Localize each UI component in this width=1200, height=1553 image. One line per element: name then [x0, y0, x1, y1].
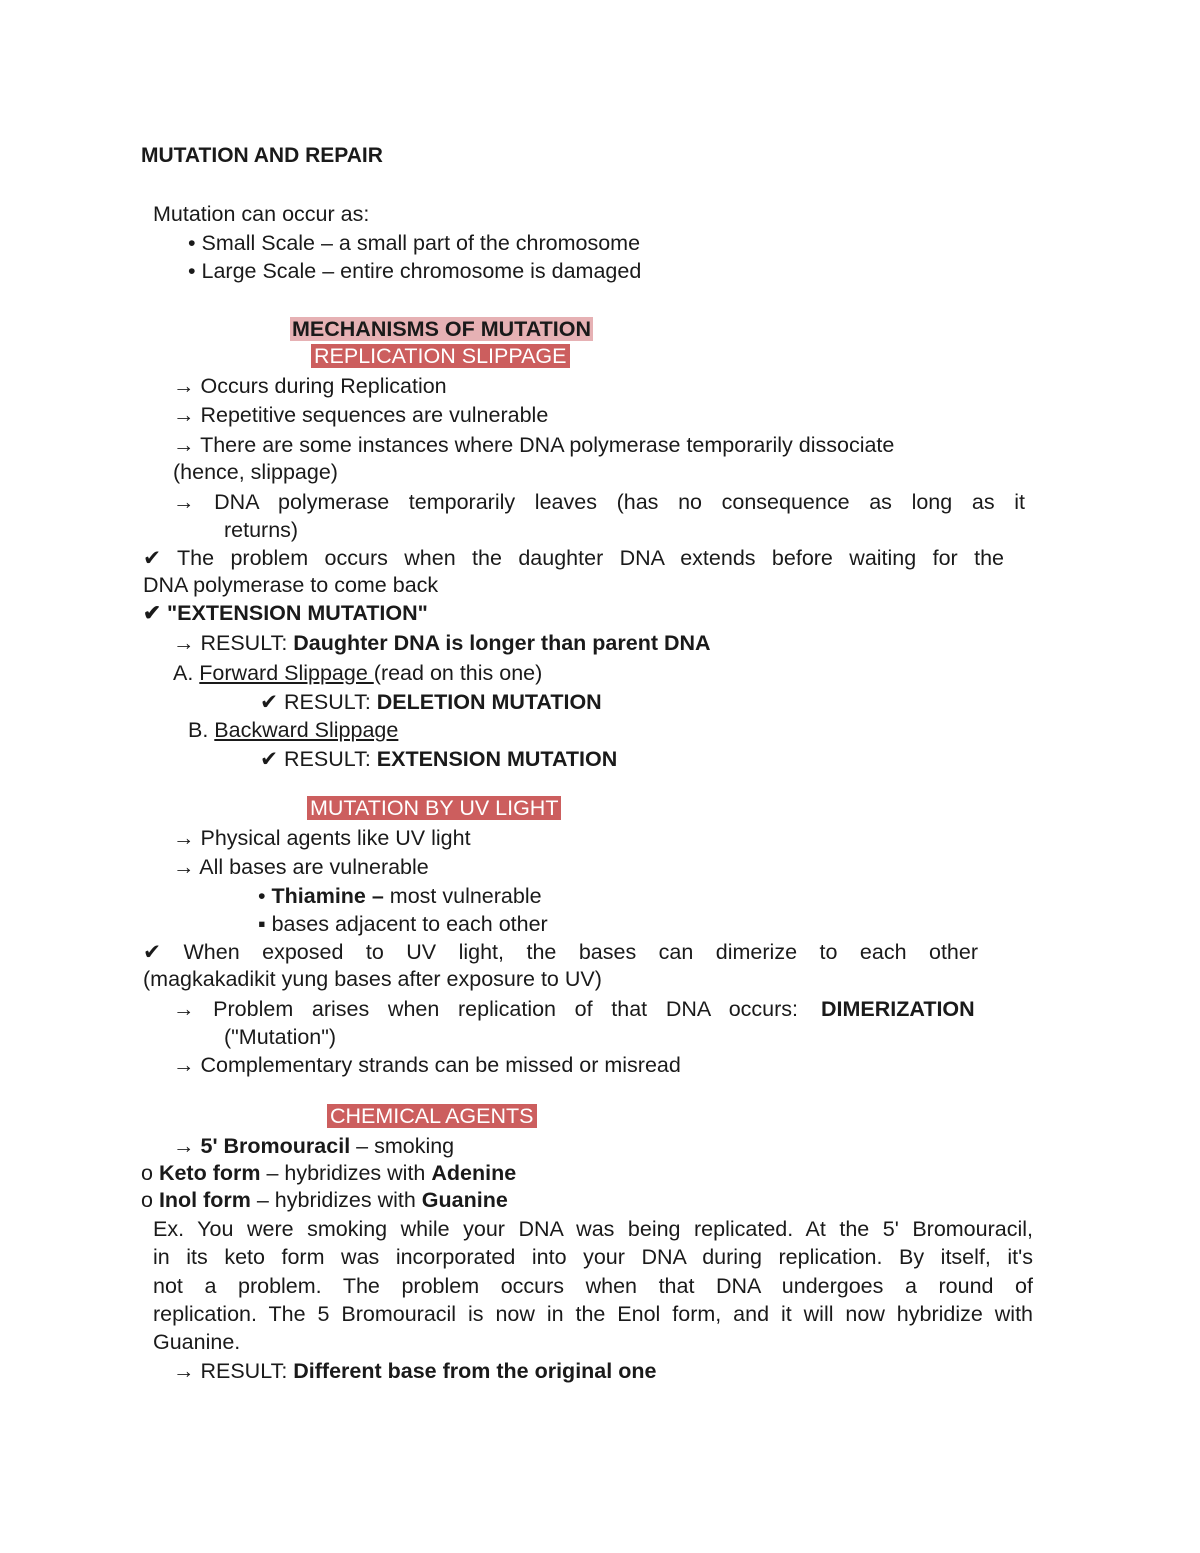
section-heading [327, 1102, 537, 1130]
sub-bullet: ▪ bases adjacent to each other [258, 912, 548, 936]
result-prefix: ✔ RESULT: [260, 747, 377, 771]
result-value: Daughter DNA is longer than parent DNA [293, 631, 711, 655]
dimerization-label: DIMERIZATION [821, 997, 975, 1021]
section-heading [290, 315, 593, 343]
backward-slippage-label: Backward Slippage [214, 718, 399, 742]
replication-heading: REPLICATION SLIPPAGE [311, 344, 570, 368]
check-item: ✔ When exposed to UV light, the bases can dimerize to each other [143, 940, 978, 964]
result-prefix: → RESULT: [173, 631, 294, 655]
subsection-b-prefix: B. [188, 718, 215, 742]
arrow-item: → Occurs during Replication [173, 374, 447, 398]
section-heading [307, 794, 561, 822]
sub-bullet-text: most vulnerable [383, 884, 542, 908]
bullet-mark: • [258, 884, 272, 908]
check-item-cont: DNA polymerase to come back [143, 573, 439, 597]
example-line: Guanine. [153, 1330, 241, 1354]
subsection-b-result [260, 745, 617, 773]
result-prefix: ✔ RESULT: [260, 690, 377, 714]
thiamine-label: Thiamine – [271, 884, 384, 908]
bromouracil-label: 5' Bromouracil [200, 1134, 351, 1158]
section-heading [311, 342, 570, 370]
uv-heading: MUTATION BY UV LIGHT [307, 796, 561, 820]
form-item-text: – hybridizes with [260, 1161, 432, 1185]
result-value: EXTENSION MUTATION [376, 747, 618, 771]
result-line [173, 1357, 656, 1385]
check-item: ✔ "EXTENSION MUTATION" [143, 601, 428, 625]
arrow-item [173, 1132, 454, 1160]
form-item [141, 1159, 516, 1187]
arrow-item: → Complementary strands can be missed or misread [173, 1053, 681, 1077]
result-value: Different base from the original one [293, 1359, 657, 1383]
form-item [141, 1186, 508, 1214]
arrow-item-cont: (hence, slippage) [173, 460, 338, 484]
subsection-a-note: (read on this one) [373, 661, 543, 685]
example-line: not a problem. The problem occurs when that DNA undergoes a round of [153, 1274, 1033, 1298]
form-item-text: – hybridizes with [250, 1188, 422, 1212]
inol-form-label: Inol form [158, 1188, 251, 1212]
intro-bullet: • Large Scale – entire chromosome is damaged [188, 259, 642, 283]
arrow-item-text: → Problem arises when replication of that DNA occurs: [173, 997, 798, 1021]
intro-lead: Mutation can occur as: [153, 202, 370, 226]
subsection-b [188, 716, 398, 744]
arrow-item [173, 995, 989, 1023]
arrow-item: → Repetitive sequences are vulnerable [173, 403, 549, 427]
guanine-label: Guanine [421, 1188, 508, 1212]
arrow-item: → DNA polymerase temporarily leaves (has no consequence as long as it [173, 490, 1025, 514]
subsection-a-prefix: A. [173, 661, 200, 685]
sub-bullet [258, 882, 542, 910]
arrow-item: → Physical agents like UV light [173, 826, 471, 850]
bullet-mark: o [141, 1161, 159, 1185]
adenine-label: Adenine [431, 1161, 517, 1185]
bullet-mark: o [141, 1188, 159, 1212]
intro-bullet: • Small Scale – a small part of the chromosome [188, 231, 641, 255]
mechanisms-heading: MECHANISMS OF MUTATION [292, 317, 591, 341]
check-item-cont: (magkakadikit yung bases after exposure to UV) [143, 967, 602, 991]
arrow-item: → All bases are vulnerable [173, 855, 429, 879]
result-prefix: → RESULT: [173, 1359, 294, 1383]
example-line: Ex. You were smoking while your DNA was being replicated. At the 5' Bromouracil, [153, 1217, 1033, 1241]
subsection-a-result [260, 688, 602, 716]
chemical-heading: CHEMICAL AGENTS [327, 1104, 537, 1128]
arrow-item-cont: returns) [224, 518, 299, 542]
result-value: DELETION MUTATION [376, 690, 602, 714]
example-line: in its keto form was incorporated into your DNA during replication. By itself, it's [153, 1245, 1033, 1269]
result-line [173, 629, 711, 657]
subsection-a [173, 659, 542, 687]
example-line: replication. The 5 Bromouracil is now in the Enol form, and it will now hybridize with [153, 1302, 1033, 1326]
forward-slippage-label: Forward Slippage [199, 661, 374, 685]
arrow-item-text: – smoking [350, 1134, 455, 1158]
arrow-item-cont: ("Mutation") [224, 1025, 337, 1049]
keto-form-label: Keto form [158, 1161, 261, 1185]
page-title: MUTATION AND REPAIR [141, 144, 383, 167]
check-item: ✔ The problem occurs when the daughter DNA extends before waiting for the [143, 546, 1004, 570]
arrow-mark: → [173, 1134, 201, 1158]
arrow-item: → There are some instances where DNA polymerase temporarily dissociate [173, 433, 895, 457]
